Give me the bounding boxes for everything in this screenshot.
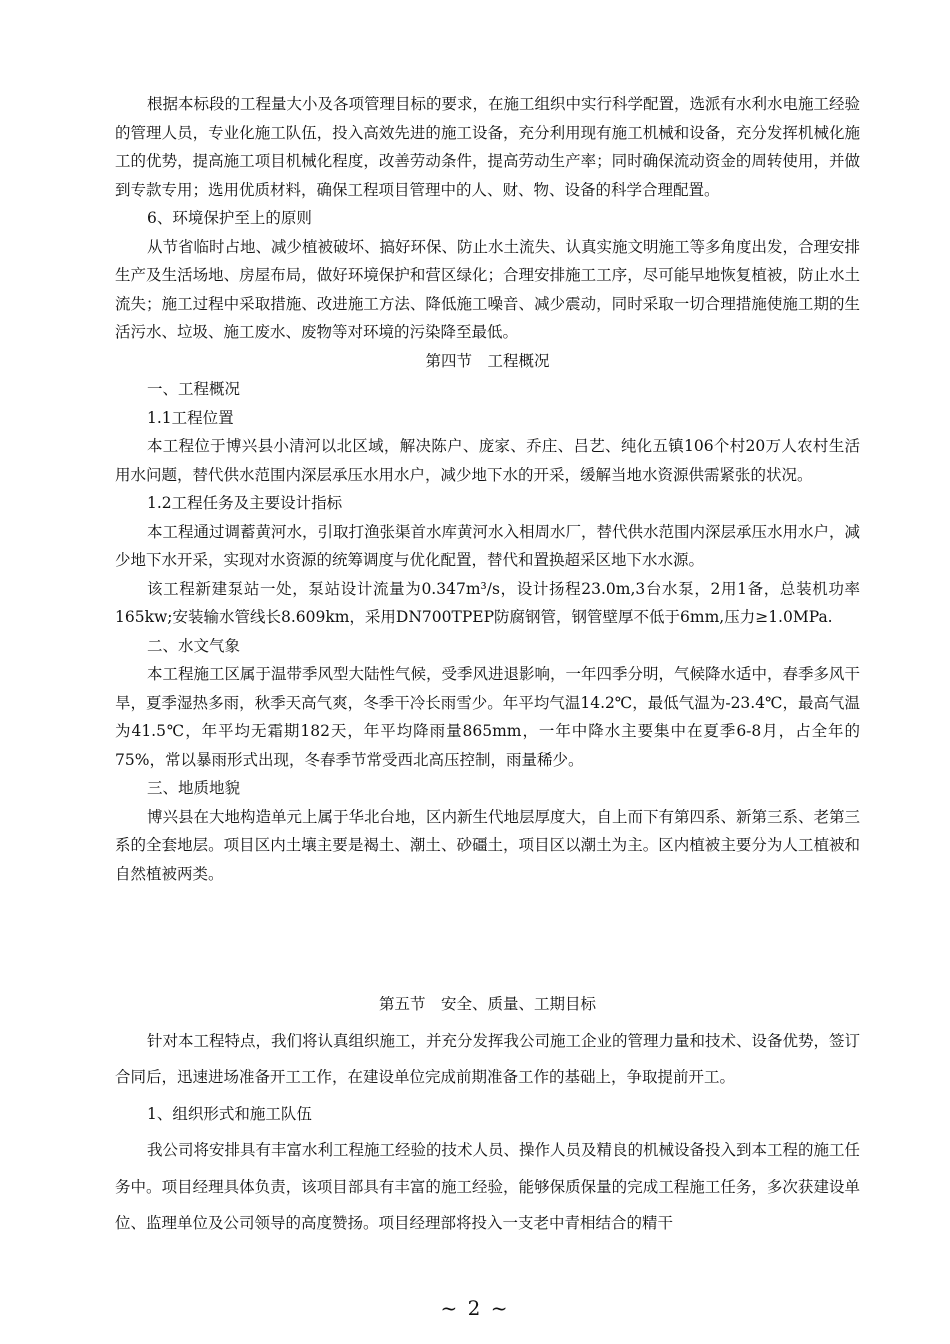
paragraph: 本工程通过调蓄黄河水，引取打渔张渠首水库黄河水入相周水厂，替代供水范围内深层承压水用水户，减少地下水开采，实现对水资源的统筹调度与优化配置，替代和置换超采区地下水水源。 [115,522,861,569]
section-title: 第四节 工程概况 [425,351,550,370]
top-text-block [115,90,860,888]
paragraph: 博兴县在大地构造单元上属于华北台地，区内新生代地层厚度大，自上而下有第四系、新第三系、老第三系的全套地层。项目区内土壤主要是褐土、潮土、砂礓土，项目区以潮土为主。区内植被主要分为人工植被和自然植被两类。 [115,807,861,883]
heading: 6、环境保护至上的原则 [147,209,312,227]
paragraph: 该工程新建泵站一处，泵站设计流量为0.347m³/s，设计扬程23.0m,3台水泵，2用1备，总装机功率165kw;安装输水管线长8.609km，采用DN700TPEP防腐钢管，钢管壁厚不低于6mm,压力≥1.0MPa. [115,579,860,626]
paragraph: 针对本工程特点，我们将认真组织施工，并充分发挥我公司施工企业的管理力量和技术、设备优势，签订合同后，迅速进场准备开工工作，在建设单位完成前期准备工作的基础上，争取提前开工。 [115,1031,861,1086]
paragraph: 从节省临时占地、减少植被破坏、搞好环保、防止水土流失、认真实施文明施工等多角度出发，合理安排生产及生活场地、房屋布局，做好环境保护和营区绿化；合理安排施工工序，尽可能早地恢复植被，防止水土流失；施工过程中采取措施、改进施工方法、降低施工噪音、减少震动，同时采取一切合理措施使施工期的生活污水、垃圾、施工废水、废物等对环境的污染降至最低。 [115,237,861,341]
heading: 一、工程概况 [147,380,241,398]
heading: 1.1工程位置 [147,408,234,427]
section-title: 第五节 安全、质量、工期目标 [378,995,596,1013]
paragraph: 本工程位于博兴县小清河以北区域，解决陈户、庞家、乔庄、吕艺、纯化五镇106个村20万人农村生活用水问题，替代供水范围内深层承压水用水户，减少地下水的开采，缓解当地水资源供需紧张的状况。 [115,437,860,484]
heading: 1.2工程任务及主要设计指标 [147,494,343,512]
heading: 三、地质地貌 [147,779,241,797]
paragraph: 我公司将安排具有丰富水利工程施工经验的技术人员、操作人员及精良的机械设备投入到本工程的施工任务中。项目经理具体负责，该项目部具有丰富的施工经验，能够保质保量的完成工程施工任务，多次获建设单位、监理单位及公司领导的高度赞扬。项目经理部将投入一支老中青相结合的精干 [115,1141,861,1232]
bottom-text-block [115,986,860,1242]
page-number: ~ 2 ~ [440,1296,510,1320]
paragraph: 本工程施工区属于温带季风型大陆性气候，受季风进退影响，一年四季分明，气候降水适中，春季多风干旱，夏季湿热多雨，秋季天高气爽，冬季干冷长雨雪少。年平均气温14.2℃，最低气温为-23.4℃，最高气温为41.5℃，年平均无霜期182天，年平均降雨量865mm，一年中降水主要集中在夏季6-8月，占全年的75%，常以暴雨形式出现，冬春季节常受西北高压控制，雨量稀少。 [115,665,861,769]
heading: 二、水文气象 [147,636,241,655]
heading: 1、组织形式和施工队伍 [147,1104,312,1123]
paragraph: 根据本标段的工程量大小及各项管理目标的要求，在施工组织中实行科学配置，选派有水利水电施工经验的管理人员，专业化施工队伍，投入高效先进的施工设备，充分利用现有施工机械和设备，充分发挥机械化施工的优势，提高施工项目机械化程度，改善劳动条件，提高劳动生产率；同时确保流动资金的周转使用，并做到专款专用；选用优质材料，确保工程项目管理中的人、财、物、设备的科学合理配置。 [115,95,861,199]
